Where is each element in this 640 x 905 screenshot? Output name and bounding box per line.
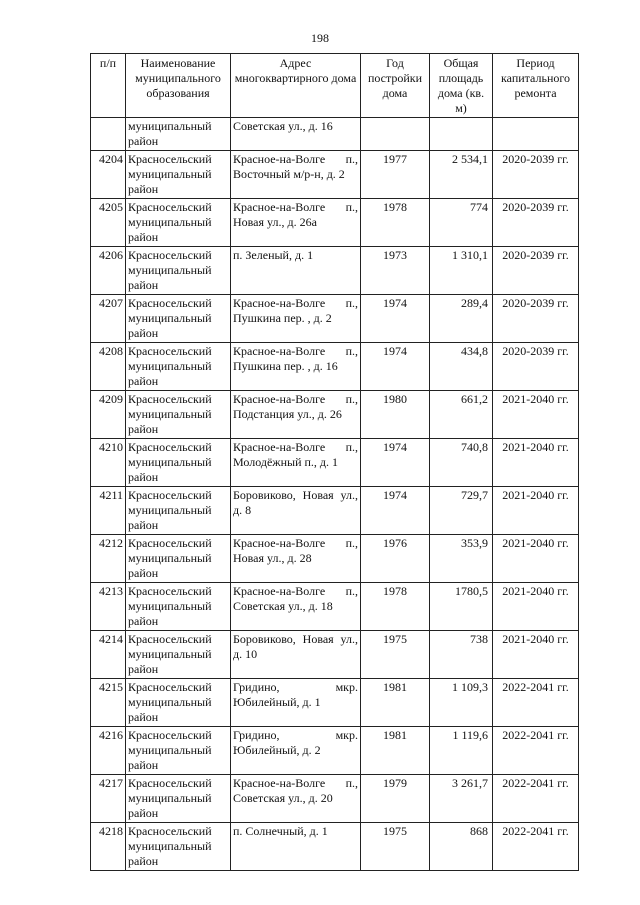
cell-area: 740,8 <box>430 439 493 487</box>
cell-period: 2020-2039 гг. <box>493 199 579 247</box>
cell-year: 1977 <box>361 151 430 199</box>
cell-period: 2022-2041 гг. <box>493 823 579 871</box>
cell-address: Красное-на-Волге п., Восточный м/р-н, д. 2 <box>231 151 361 199</box>
cell-area: 1 109,3 <box>430 679 493 727</box>
cell-municipality: Красносельский муниципальный район <box>126 775 231 823</box>
cell-municipality: Красносельский муниципальный район <box>126 199 231 247</box>
cell-municipality: Красносельский муниципальный район <box>126 583 231 631</box>
cell-num: 4210 <box>91 439 126 487</box>
cell-period: 2020-2039 гг. <box>493 295 579 343</box>
table-row <box>91 535 579 583</box>
cell-period: 2022-2041 гг. <box>493 679 579 727</box>
cell-year: 1974 <box>361 343 430 391</box>
cell-num: 4216 <box>91 727 126 775</box>
cell-year: 1974 <box>361 487 430 535</box>
table-row <box>91 487 579 535</box>
header-period: Период капитального ремонта <box>493 54 579 118</box>
cell-area: 661,2 <box>430 391 493 439</box>
cell-municipality: Красносельский муниципальный район <box>126 823 231 871</box>
cell-num: 4206 <box>91 247 126 295</box>
table-row <box>91 679 579 727</box>
table-row <box>91 247 579 295</box>
cell-num: 4205 <box>91 199 126 247</box>
table-row <box>91 199 579 247</box>
cell-num: 4204 <box>91 151 126 199</box>
table-row <box>91 151 579 199</box>
cell-address: Красное-на-Волге п., Советская ул., д. 20 <box>231 775 361 823</box>
header-area: Общая площадь дома (кв. м) <box>430 54 493 118</box>
cell-year: 1981 <box>361 727 430 775</box>
cell-period: 2022-2041 гг. <box>493 775 579 823</box>
cell-address: Боровиково, Новая ул., д. 10 <box>231 631 361 679</box>
cell-num: 4215 <box>91 679 126 727</box>
cell-num: 4207 <box>91 295 126 343</box>
cell-year: 1975 <box>361 823 430 871</box>
header-num: п/п <box>91 54 126 118</box>
cell-area: 1 119,6 <box>430 727 493 775</box>
cell-municipality: Красносельский муниципальный район <box>126 631 231 679</box>
housing-register-table <box>90 53 579 871</box>
cell-address: Советская ул., д. 16 <box>231 118 361 151</box>
cell-address: Гридино, мкр. Юбилейный, д. 2 <box>231 727 361 775</box>
cell-address: Красное-на-Волге п., Молодёжный п., д. 1 <box>231 439 361 487</box>
cell-period: 2021-2040 гг. <box>493 631 579 679</box>
cell-municipality: Красносельский муниципальный район <box>126 679 231 727</box>
cell-year: 1976 <box>361 535 430 583</box>
cell-municipality: Красносельский муниципальный район <box>126 727 231 775</box>
table-row <box>91 631 579 679</box>
cell-year: 1981 <box>361 679 430 727</box>
table-header-row <box>91 54 579 118</box>
cell-municipality: Красносельский муниципальный район <box>126 295 231 343</box>
cell-period: 2021-2040 гг. <box>493 583 579 631</box>
table-row <box>91 775 579 823</box>
cell-year: 1980 <box>361 391 430 439</box>
cell-num: 4218 <box>91 823 126 871</box>
cell-municipality: Красносельский муниципальный район <box>126 487 231 535</box>
table-row <box>91 727 579 775</box>
cell-address: Красное-на-Волге п., Пушкина пер. , д. 2 <box>231 295 361 343</box>
header-municipality: Наименование муниципального образования <box>126 54 231 118</box>
cell-address: Красное-на-Волге п., Советская ул., д. 18 <box>231 583 361 631</box>
cell-period: 2022-2041 гг. <box>493 727 579 775</box>
cell-area: 868 <box>430 823 493 871</box>
cell-address: Боровиково, Новая ул., д. 8 <box>231 487 361 535</box>
header-address: Адрес многоквартирного дома <box>231 54 361 118</box>
table-row <box>91 391 579 439</box>
cell-num: 4208 <box>91 343 126 391</box>
cell-address: п. Зеленый, д. 1 <box>231 247 361 295</box>
cell-area: 774 <box>430 199 493 247</box>
cell-address: Красное-на-Волге п., Новая ул., д. 26а <box>231 199 361 247</box>
cell-municipality: муниципальный район <box>126 118 231 151</box>
table-row <box>91 439 579 487</box>
cell-municipality: Красносельский муниципальный район <box>126 151 231 199</box>
cell-num: 4212 <box>91 535 126 583</box>
cell-area <box>430 118 493 151</box>
cell-num: 4211 <box>91 487 126 535</box>
cell-period <box>493 118 579 151</box>
page-number: 198 <box>311 31 329 45</box>
cell-num <box>91 118 126 151</box>
cell-area: 738 <box>430 631 493 679</box>
cell-year: 1974 <box>361 439 430 487</box>
cell-year: 1979 <box>361 775 430 823</box>
cell-num: 4214 <box>91 631 126 679</box>
cell-num: 4217 <box>91 775 126 823</box>
cell-period: 2020-2039 гг. <box>493 343 579 391</box>
cell-municipality: Красносельский муниципальный район <box>126 439 231 487</box>
cell-num: 4209 <box>91 391 126 439</box>
cell-period: 2021-2040 гг. <box>493 391 579 439</box>
cell-area: 289,4 <box>430 295 493 343</box>
cell-area: 1780,5 <box>430 583 493 631</box>
cell-address: п. Солнечный, д. 1 <box>231 823 361 871</box>
cell-period: 2021-2040 гг. <box>493 487 579 535</box>
cell-area: 729,7 <box>430 487 493 535</box>
cell-municipality: Красносельский муниципальный район <box>126 343 231 391</box>
table-row <box>91 823 579 871</box>
cell-area: 1 310,1 <box>430 247 493 295</box>
cell-address: Красное-на-Волге п., Новая ул., д. 28 <box>231 535 361 583</box>
cell-year <box>361 118 430 151</box>
table-row <box>91 583 579 631</box>
cell-year: 1978 <box>361 583 430 631</box>
cell-year: 1974 <box>361 295 430 343</box>
table-row-continuation <box>91 118 579 151</box>
cell-period: 2021-2040 гг. <box>493 535 579 583</box>
table-row <box>91 295 579 343</box>
cell-year: 1975 <box>361 631 430 679</box>
cell-area: 2 534,1 <box>430 151 493 199</box>
cell-address: Красное-на-Волге п., Подстанция ул., д. 26 <box>231 391 361 439</box>
table-body <box>91 118 579 871</box>
header-year: Год постройки дома <box>361 54 430 118</box>
cell-address: Красное-на-Волге п., Пушкина пер. , д. 16 <box>231 343 361 391</box>
cell-area: 353,9 <box>430 535 493 583</box>
cell-period: 2020-2039 гг. <box>493 151 579 199</box>
cell-municipality: Красносельский муниципальный район <box>126 535 231 583</box>
table-row <box>91 343 579 391</box>
cell-municipality: Красносельский муниципальный район <box>126 247 231 295</box>
cell-period: 2020-2039 гг. <box>493 247 579 295</box>
cell-year: 1973 <box>361 247 430 295</box>
cell-year: 1978 <box>361 199 430 247</box>
cell-area: 3 261,7 <box>430 775 493 823</box>
cell-period: 2021-2040 гг. <box>493 439 579 487</box>
cell-address: Гридино, мкр. Юбилейный, д. 1 <box>231 679 361 727</box>
cell-num: 4213 <box>91 583 126 631</box>
cell-municipality: Красносельский муниципальный район <box>126 391 231 439</box>
cell-area: 434,8 <box>430 343 493 391</box>
